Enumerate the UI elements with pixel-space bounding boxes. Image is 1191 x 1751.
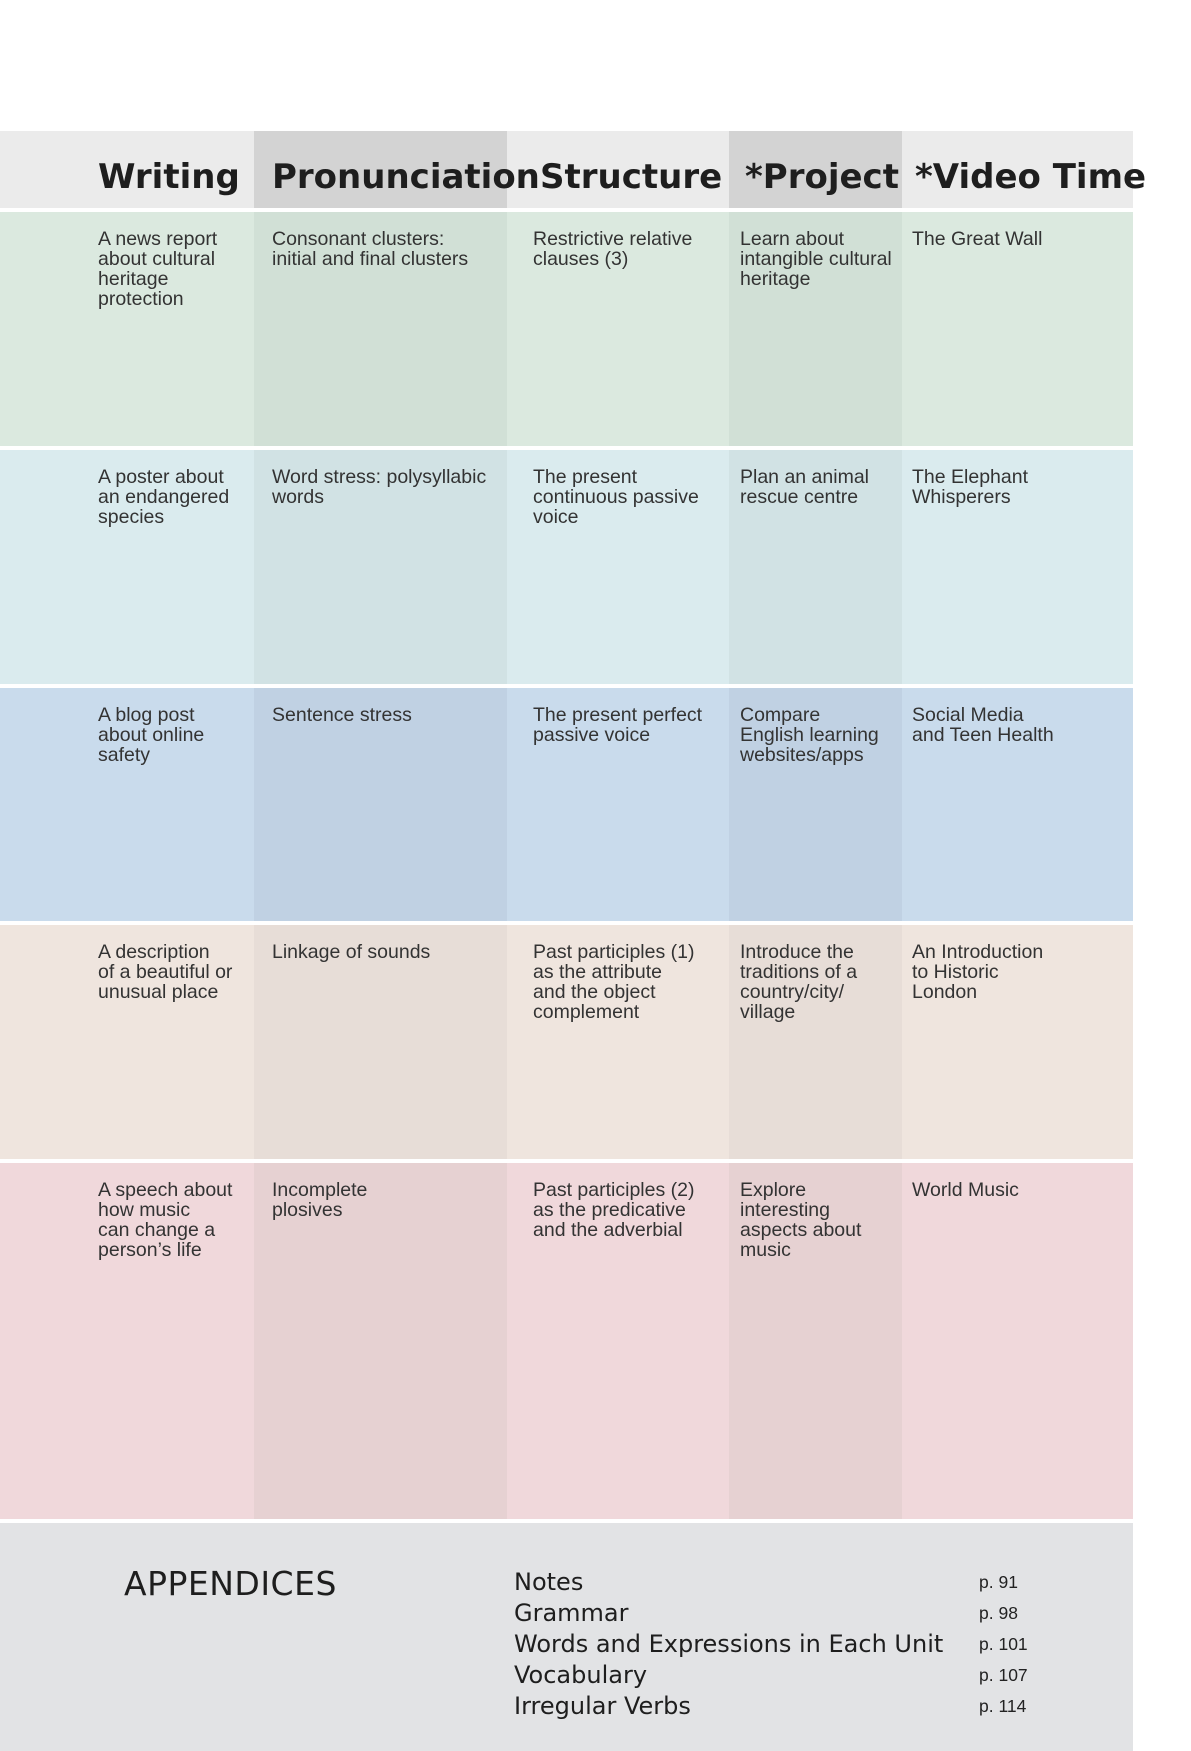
header-structure: Structure <box>540 157 723 197</box>
appendix-item-vocabulary: Vocabulary <box>514 1661 648 1689</box>
cell-writing: A news report about cultural heritage protection <box>98 228 218 310</box>
contents-table <box>0 131 1147 1720</box>
table-row <box>0 212 1133 446</box>
cell-writing: A description of a beautiful or unusual place <box>98 941 233 1003</box>
cell-project: Compare English learning websites/apps <box>740 704 879 766</box>
cell-pronunciation: Linkage of sounds <box>272 941 431 963</box>
header-project: *Project <box>745 157 899 197</box>
cell-video-time: World Music <box>912 1179 1019 1201</box>
appendix-item-grammar: Grammar <box>514 1599 629 1627</box>
cell-pronunciation: Incomplete plosives <box>272 1179 368 1221</box>
cell-project: Plan an animal rescue centre <box>740 466 869 508</box>
cell-video-time: An Introduction to Historic London <box>912 941 1044 1003</box>
cell-video-time: The Great Wall <box>912 228 1043 250</box>
cell-project: Explore interesting aspects about music <box>740 1179 862 1261</box>
cell-video-time: The Elephant Whisperers <box>912 466 1029 508</box>
cell-structure: Past participles (1) as the attribute and the object complement <box>533 941 695 1023</box>
cell-pronunciation: Sentence stress <box>272 704 412 726</box>
appendices-panel <box>0 1523 1133 1751</box>
cell-writing: A speech about how music can change a person’s life <box>98 1179 233 1261</box>
appendix-item-irregular: Irregular Verbs <box>514 1692 691 1720</box>
cell-pronunciation: Consonant clusters: initial and final clusters <box>272 228 469 270</box>
appendices-title: APPENDICES <box>124 1564 337 1603</box>
table-row <box>0 450 1133 684</box>
appendix-item-words: Words and Expressions in Each Unit <box>514 1630 944 1658</box>
appendix-page-irregular: p. 114 <box>979 1696 1027 1716</box>
appendix-page-notes: p. 91 <box>979 1572 1018 1592</box>
appendix-page-words: p. 101 <box>979 1634 1028 1654</box>
cell-writing: A blog post about online safety <box>98 704 205 766</box>
header-writing: Writing <box>98 157 240 197</box>
header-video-time: *Video Time <box>915 157 1147 197</box>
table-row <box>0 925 1133 1159</box>
cell-structure: Restrictive relative clauses (3) <box>533 228 693 270</box>
cell-pronunciation: Word stress: polysyllabic words <box>272 466 487 508</box>
appendix-page-vocabulary: p. 107 <box>979 1665 1028 1685</box>
cell-structure: The present continuous passive voice <box>533 466 699 528</box>
cell-project: Introduce the traditions of a country/city/ village <box>740 941 858 1023</box>
cell-structure: The present perfect passive voice <box>533 704 703 746</box>
table-header <box>0 131 1147 208</box>
table-row <box>0 688 1133 921</box>
cell-video-time: Social Media and Teen Health <box>912 704 1054 746</box>
appendix-item-notes: Notes <box>514 1568 584 1596</box>
table-row <box>0 1163 1133 1519</box>
cell-structure: Past participles (2) as the predicative and the adverbial <box>533 1179 695 1241</box>
cell-writing: A poster about an endangered species <box>98 466 230 528</box>
appendix-page-grammar: p. 98 <box>979 1603 1018 1623</box>
cell-project: Learn about intangible cultural heritage <box>740 228 892 290</box>
header-pronunciation: Pronunciation <box>272 157 540 197</box>
